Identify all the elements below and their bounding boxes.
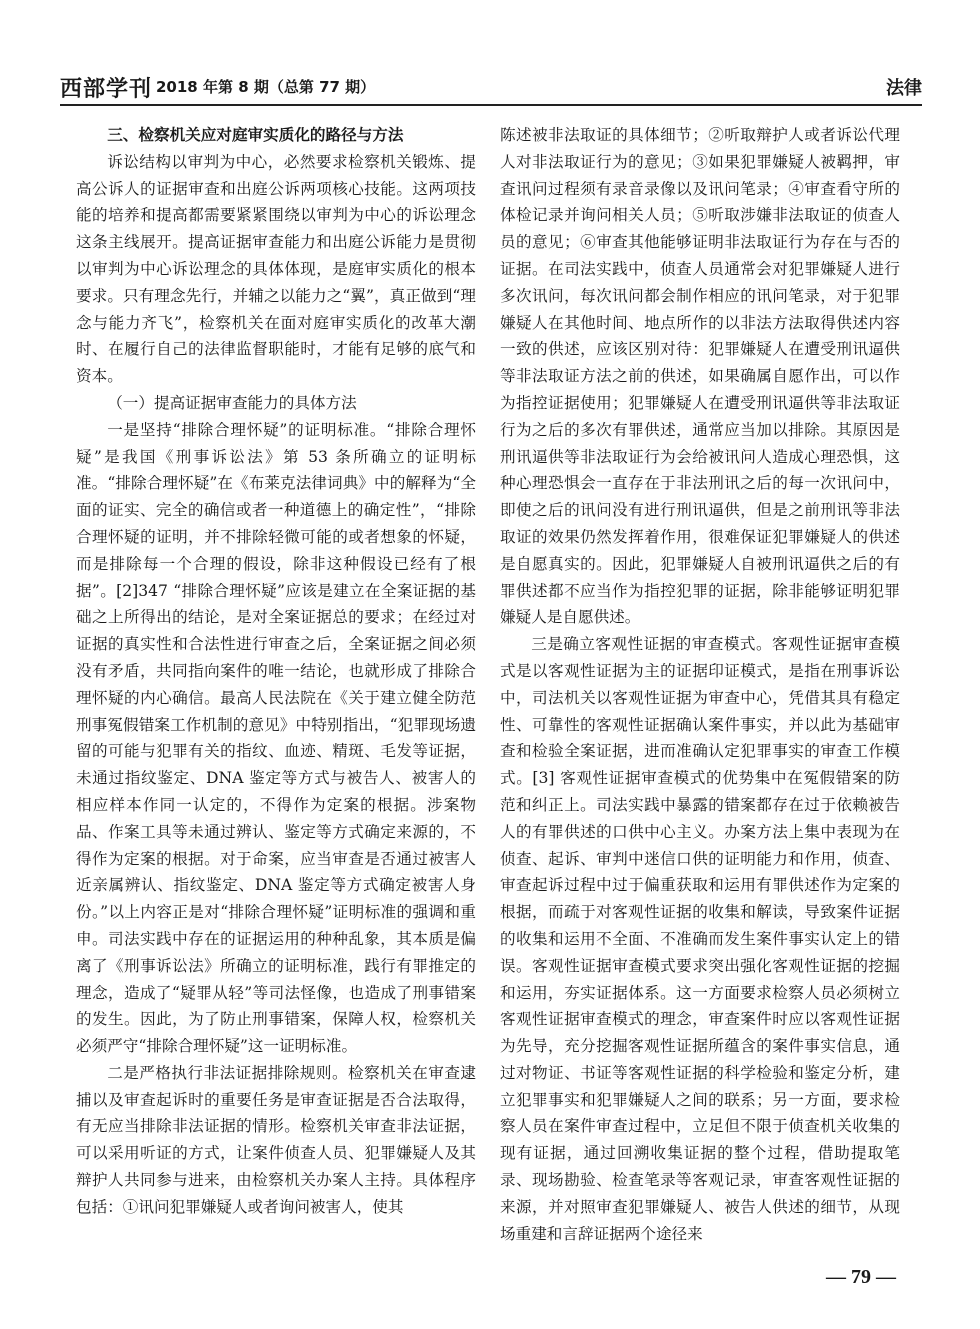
page-header bbox=[60, 72, 922, 102]
sub-heading: （一）提高证据审查能力的具体方法 bbox=[107, 393, 357, 412]
left-column bbox=[76, 122, 476, 1242]
paragraph: 一是坚持“排除合理怀疑”的证明标准。“排除合理怀疑”是我国《刑事诉讼法》第 53 条所确立的证明标准。“排除合理怀疑”在《布莱克法律词典》中的解释为“全面的证实、完全的确信或者一种道德上的确定性”，“排除合理怀疑的证明，并不排除轻微可能的或者想象的怀疑，而是排除每一个合理的假设，除非这种假设已经有了根据”。[2]347 “排除合理怀疑”应该是建立在全案证据的基础之上所得出的结论，是对全案证据总的要求；在经过对证据的真实性和合法性进行审查之后，全案证据之间必须没有矛盾，共同指向案件的唯一结论，也就形成了排除合理怀疑的内心确信。最高人民法院在《关于建立健全防范刑事冤假错案工作机制的意见》中特别指出，“犯罪现场遗留的可能与犯罪有关的指纹、血迹、精斑、毛发等证据，未通过指纹鉴定、DNA 鉴定等方式与被告人、被害人的相应样本作同一认定的，不得作为定案的根据。涉案物品、作案工具等未通过辨认、鉴定等方式确定来源的，不得作为定案的根据。对于命案，应当审查是否通过被害人近亲属辨认、指纹鉴定、DNA 鉴定等方式确定被害人身份。”以上内容正是对“排除合理怀疑”证明标准的强调和重申。司法实践中存在的证据运用的种种乱象，其本质是偏离了《刑事诉讼法》所确立的证明标准，践行有罪推定的理念，造成了“疑罪从轻”等司法怪像，也造成了刑事错案的发生。因此，为了防止刑事错案，保障人权，检察机关必须严守“排除合理怀疑”这一证明标准。 bbox=[76, 420, 476, 1056]
page-number: — 79 — bbox=[826, 1266, 896, 1288]
paragraph: 三是确立客观性证据的审查模式。客观性证据审查模式是以客观性证据为主的证据印证模式，是指在刑事诉讼中，司法机关以客观性证据为审查中心，凭借其具有稳定性、可靠性的客观性证据确认案件事实，并以此为基础审查和检验全案证据，进而准确认定犯罪事实的审查工作模式。[3] 客观性证据审查模式的优势集中在冤假错案的防范和纠正上。司法实践中暴露的错案都存在过于依赖被告人的有罪供述的口供中心主义。办案方法上集中表现为在侦查、起诉、审判中迷信口供的证明能力和作用，侦查、审查起诉过程中过于偏重获取和运用有罪供述作为定案的根据，而疏于对客观性证据的收集和解读，导致案件证据的收集和运用不全面、不准确而发生案件事实认定上的错误。客观性证据审查模式要求突出强化客观性证据的挖掘和运用，夯实证据体系。这一方面要求检察人员必须树立客观性证据审查模式的理念，审查案件时应以客观性证据为先导，充分挖掘客观性证据所蕴含的案件事实信息，通过对物证、书证等客观性证据的科学检验和鉴定分析，建立犯罪事实和犯罪嫌疑人之间的联系；另一方面，要求检察人员在案件审查过程中，立足但不限于侦查机关收集的现有证据，通过回溯收集证据的整个过程，借助提取笔录、现场勘验、检查笔录等客观记录，审查客观性证据的来源，并对照审查犯罪嫌疑人、被告人供述的细节，从现场重建和言辞证据两个途径来 bbox=[500, 635, 900, 1242]
paragraph: 二是严格执行非法证据排除规则。检察机关在审查逮捕以及审查起诉时的重要任务是审查证据是否合法取得，有无应当排除非法证据的情形。检察机关审查非法证据，可以采用听证的方式，让案件侦查人员、犯罪嫌疑人及其辩护人共同参与进来，由检察机关办案人主持。具体程序包括：①讯问犯罪嫌疑人或者询问被害人，使其 bbox=[76, 1063, 476, 1216]
paragraph-continued: 陈述被非法取证的具体细节；②听取辩护人或者诉讼代理人对非法取证行为的意见；③如果犯罪嫌疑人被羁押，审查讯问过程须有录音录像以及讯问笔录；④审查看守所的体检记录并询问相关人员；⑤听取涉嫌非法取证的侦查人员的意见；⑥审查其他能够证明非法取证行为存在与否的证据。在司法实践中，侦查人员通常会对犯罪嫌疑人进行多次讯问，每次讯问都会制作相应的讯问笔录，对于犯罪嫌疑人在其他时间、地点所作的以非法方法取得供述内容一致的供述，应该区别对待：犯罪嫌疑人在遭受刑讯逼供等非法取证方法之前的供述，如果确属自愿作出，可以作为指控证据使用；犯罪嫌疑人在遭受刑讯逼供等非法取证行为之后的多次有罪供述，通常应当加以排除。其原因是刑讯逼供等非法取证行为会给被讯问人造成心理恐惧，这种心理恐惧会一直存在于非法刑讯之后的每一次讯问中，即使之后的讯问没有进行刑讯逼供，但是之前刑讯等非法取证的效果仍然发挥着作用，很难保证犯罪嫌疑人的供述是自愿真实的。因此，犯罪嫌疑人自被刑讯逼供之后的有罪供述都不应当作为指控犯罪的证据，除非能够证明犯罪嫌疑人是自愿供述。 bbox=[500, 126, 900, 627]
journal-name: 西部学刊 bbox=[60, 76, 153, 102]
section-label: 法律 bbox=[886, 78, 922, 99]
issue-info: 2018 年第 8 期（总第 77 期） bbox=[156, 78, 376, 96]
section-heading: 三、检察机关应对庭审实质化的路径与方法 bbox=[107, 126, 404, 144]
header-rule bbox=[60, 104, 922, 106]
paragraph: 诉讼结构以审判为中心，必然要求检察机关锻炼、提高公诉人的证据审查和出庭公诉两项核心技能。这两项技能的培养和提高都需要紧紧围绕以审判为中心的诉讼理念这条主线展开。提高证据审查能力和出庭公诉能力是贯彻以审判为中心诉讼理念的具体体现，是庭审实质化的根本要求。只有理念先行，并辅之以能力之“翼”，真正做到“理念与能力齐飞”，检察机关在面对庭审实质化的改革大潮时、在履行自己的法律监督职能时，才能有足够的底气和资本。 bbox=[76, 152, 476, 386]
right-column bbox=[500, 122, 900, 1242]
